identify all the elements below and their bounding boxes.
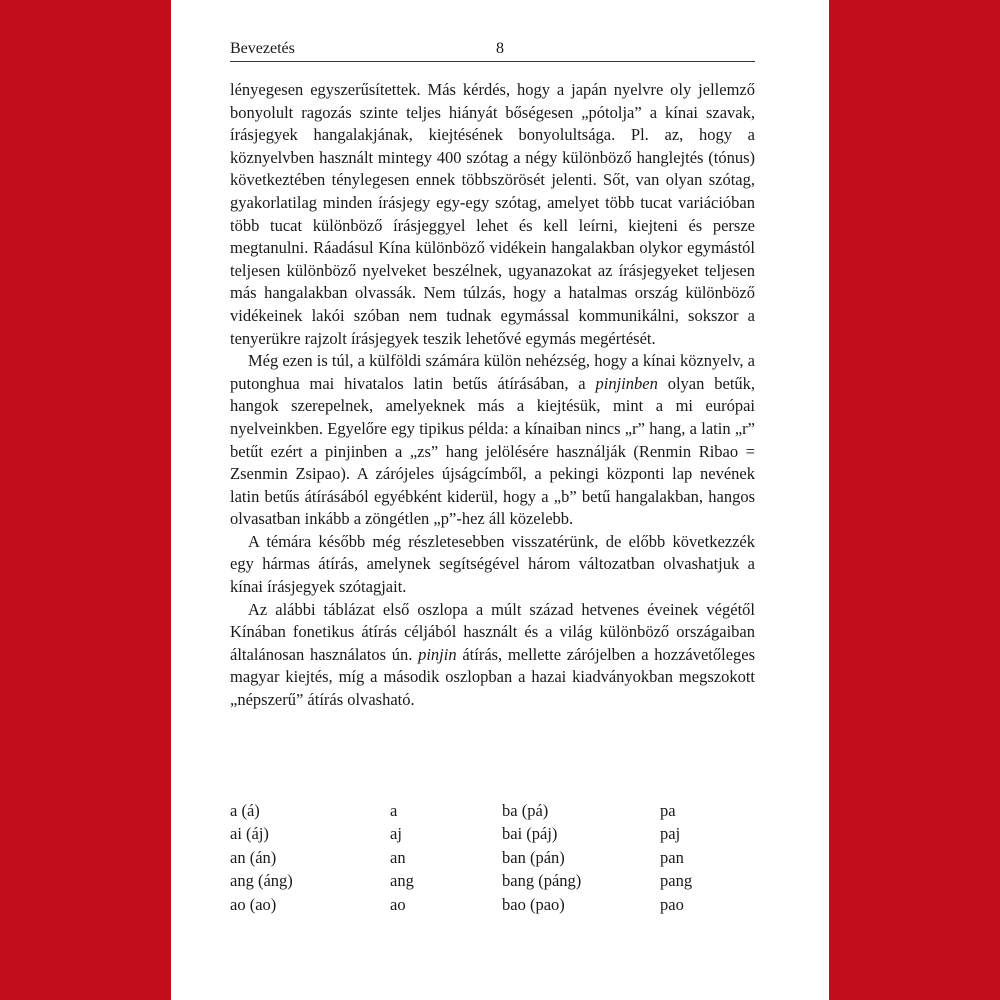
- table-cell: a: [390, 801, 398, 820]
- table-cell: pa: [660, 801, 676, 820]
- table-row: [230, 822, 755, 845]
- table-row: [230, 846, 755, 869]
- paragraph-4-italic: pinjin: [418, 644, 457, 664]
- table-cell: aj: [390, 824, 402, 844]
- paragraph-4-part2: átírás, mellette zárójelben a hozzávetőleges magyar kiejtés, míg a második oszlopban a hazai kiadványokban megszokott „népszerű” átírás olvasható.: [230, 644, 756, 710]
- table-row: [230, 893, 755, 916]
- table-cell: an (án): [230, 847, 277, 867]
- transcription-table: [230, 799, 755, 916]
- table-cell: bao (pao): [502, 894, 565, 914]
- book-page: [171, 0, 829, 1000]
- paragraph-4: [230, 599, 755, 712]
- table-cell: ai (áj): [230, 824, 269, 844]
- body-text: [230, 79, 755, 712]
- chapter-title: Bevezetés: [230, 40, 295, 57]
- paragraph-2-italic: pinjinben: [595, 373, 658, 393]
- table-cell: ang (áng): [230, 871, 293, 891]
- table-cell: bang (páng): [502, 871, 582, 891]
- page-number: 8: [496, 40, 504, 57]
- paragraph-3: A témára később még részletesebben visszatérünk, de előbb következzék egy hármas átírás, amelynek segítségével három változatban olvashatjuk a kínai írásjegyek szótagjait.: [230, 531, 755, 597]
- paragraph-2: [230, 350, 755, 531]
- running-header: [230, 37, 755, 62]
- table-cell: pan: [660, 847, 684, 867]
- table-cell: ba (pá): [502, 801, 549, 820]
- paragraph-2-part2: olyan betűk, hangok szerepelnek, amelyeknek más a kiejtésük, mint a mi európai nyelveinkben. Egyelőre egy tipikus példa: a kínaiban nincs „r” hang, a latin „r” betűt ezért a pinjinben a „zs” hang jelölésére használják (Renmin Ribao = Zsenmin Zsipao). A zárójeles újságcímből, a pekingi központi lap nevének latin betűs átírásából egyébként kiderül, hogy a „b” betű hangalakban, hangos olvasatban inkább a zöngétlen „p”-hez áll közelebb.: [230, 373, 756, 529]
- table-row: [230, 869, 755, 892]
- table-cell: bai (páj): [502, 824, 558, 844]
- table-cell: paj: [660, 824, 681, 844]
- table-cell: pang: [660, 871, 693, 891]
- table-cell: ban (pán): [502, 847, 565, 867]
- table-cell: a (á): [230, 801, 260, 820]
- table-cell: ao: [390, 894, 406, 914]
- table-cell: ao (ao): [230, 894, 277, 914]
- table-row: [230, 799, 755, 822]
- table-cell: an: [390, 847, 406, 867]
- table-cell: pao: [660, 894, 684, 914]
- paragraph-1: lényegesen egyszerűsítettek. Más kérdés, hogy a japán nyelvre oly jellemző bonyolult ragozás szinte teljes hiányát bőségesen „pótolja” a kínai szavak, írásjegyek hangalakjának, kiejtésének bonyolultsága. Pl. az, hogy a köznyelvben használt mintegy 400 szótag a négy különböző hanglejtés (tónus) következtében ténylegesen ennek többszörösét jelenti. Sőt, van olyan szótag, gyakorlatilag minden írásjegy egy-egy szótag, amelyet több tucat variációban több tucat különböző írásjeggyel lehet és kell leírni, kiejteni és persze megtanulni. Ráadásul Kína különböző vidékein hangalakban olykor egymástól teljesen különböző nyelveket beszélnek, ugyanazokat az írásjegyeket teljesen más hangalakban olvassák. Nem túlzás, hogy a hatalmas ország különböző vidékeinek lakói szóban nem tudnak egymással kommunikálni, sokszor a tenyerükre rajzolt írásjegyek teszik lehetővé egymás megértését.: [230, 80, 755, 348]
- paragraph-2-part1: Még ezen is túl, a külföldi számára külön nehézség, hogy a kínai köznyelv, a putonghua mai hivatalos latin betűs átírásában, a: [230, 351, 755, 393]
- table-cell: ang: [390, 871, 414, 891]
- paragraph-4-part1: Az alábbi táblázat első oszlopa a múlt század hetvenes éveinek végétől Kínában fonetikus átírás céljából használt és a világ különböző országaiban általánosan használatos ún.: [230, 599, 755, 664]
